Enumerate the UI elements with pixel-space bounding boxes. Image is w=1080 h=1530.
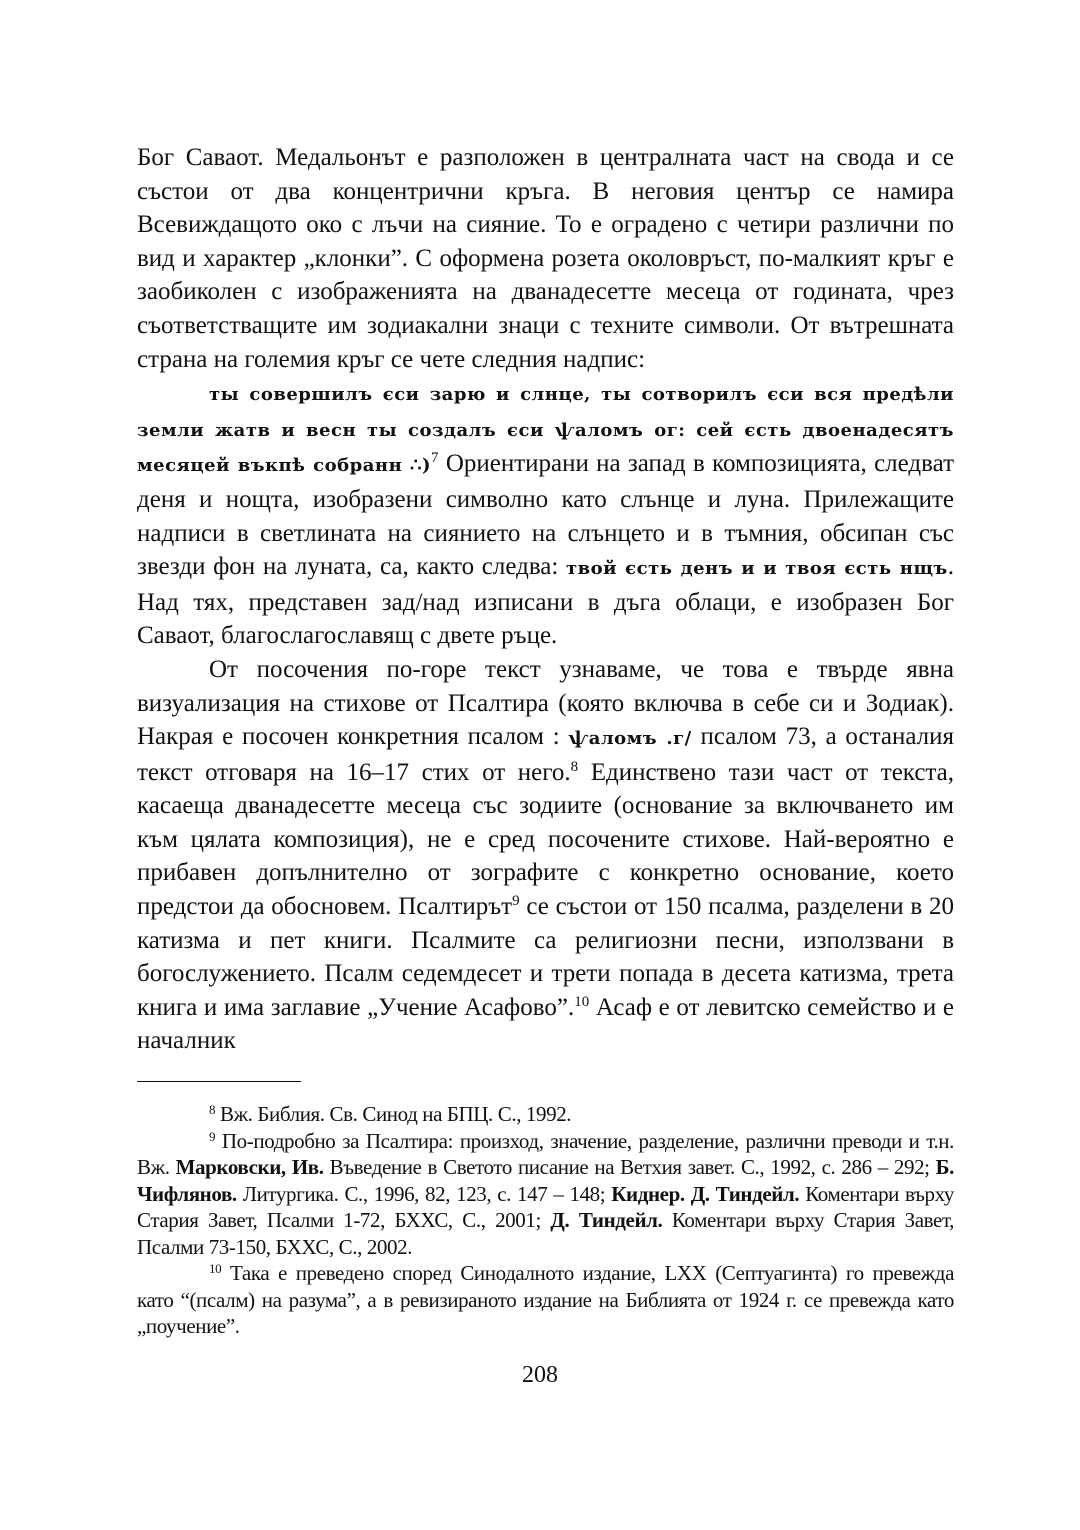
paragraph-1-text-b: Ориентирани на запад в композицията, следват деня и нощта, изобразени символно като слънце и луна. Прилежащите надписи в светлината на сиянието на слънцето и в тъмния, обсипан със звезди фон на луната, са, както следва:	[137, 450, 954, 581]
footnote-9-number: 9	[209, 1128, 216, 1144]
paragraph-2-text-e: Асаф е от левитско семейство и е началник	[137, 993, 954, 1055]
footnotes	[137, 1101, 954, 1340]
footnote-9-author-1: Марковски, Ив.	[175, 1155, 324, 1180]
footnote-9-text-a: По-подробно за Псалтира: произход, значение, разделение, различни преводи и т.н. Вж.	[137, 1128, 954, 1180]
footnote-ref-8: 8	[570, 758, 579, 775]
church-slavonic-day-night: твой єсть денъ и и твоя єсть нщъ	[565, 558, 948, 580]
church-slavonic-psalm: ѱаломъ .г/	[568, 728, 692, 750]
footnote-8-number: 8	[209, 1102, 216, 1118]
footnote-10-text: Така е преведено според Синодалното издание, LXX (Септуагинта) го превежда като “(псалм) на разума”, а в ревизираното издание на Библията от 1924 г. се превежда като „поучение”.	[137, 1261, 954, 1339]
footnote-9	[137, 1128, 954, 1261]
paragraph-2-text-d: се състои от 150 псалма, разделени в 20 катизма и пет книги. Псалмите са религиозни песни, използвани в богослужението. Псалм седемдесет и трети попада в десета катизма, трета книга и има заглавие „Учение Асафово”.	[137, 893, 954, 1021]
paragraph-1-text-a: Бог Саваот. Медальонът е разположен в централната част на свода и се състои от два концентрични кръга. В неговия център се намира Всевиждащото око с лъчи на сияние. То е оградено с четири различни по вид и характер „клонки”. С оформена розета околовръст, по-малкият кръг е заобиколен с изображенията на дванадесетте месеца от годината, чрез съответстващите им зодиакални знаци с техните символи. От вътрешната страна на големия кръг се чете следния надпис:	[137, 144, 954, 373]
body-text	[137, 141, 954, 1058]
paragraph-2-text-c: Единствено тази част от текста, касаеща дванадесетте месеца със зодиите (основание за включването им към цялата композиция), не е сред посочените стихове. Най-вероятно е прибавен допълнително от зографите с конкретно основание, което предстои да обосновем. Псалтирът	[137, 758, 954, 921]
paragraph-1-text-c: . Над тях, представен зад/над изписани в дъга облаци, е изобразен Бог Саваот, благослагославящ с двете ръце.	[137, 553, 954, 650]
paragraph-2-text-a: От посочения по-горе текст узнаваме, че това е твърде явна визуализация на стихове от Псалтира (която включва в себе си и Зодиак). Накрая е посочен конкретния псалом :	[137, 655, 954, 751]
footnote-9-text-e: Коментари върху Стария Завет, Псалми 73-150, БХХС, С., 2002.	[137, 1208, 954, 1259]
footnote-9-text-b: Въведение в Светото писание на Ветхия завет. С., 1992, с. 286 – 292;	[323, 1155, 936, 1180]
page-number: 208	[522, 1362, 558, 1388]
paragraph-2-text-b: псалом 73, а останалия текст отговаря на 16–17 стих от него.	[137, 723, 955, 786]
paragraph-1	[137, 141, 954, 653]
footnote-10-number: 10	[209, 1261, 222, 1277]
footnote-9-text-c: Литургика. С., 1996, 82, 123, с. 147 – 148;	[236, 1181, 612, 1206]
footnote-9-author-4: Д. Тиндейл.	[550, 1208, 663, 1233]
paragraph-2	[137, 653, 954, 1058]
footnote-8-text: Вж. Библия. Св. Синод на БПЦ. С., 1992.	[215, 1102, 572, 1127]
footnote-8	[137, 1101, 954, 1128]
footnote-9-author-2: Б. Чифлянов.	[137, 1155, 954, 1206]
footnote-9-text-d: Коментари върху Стария Завет, Псалми 1-72, БХХС, С., 2001;	[137, 1181, 954, 1233]
footnote-ref-9: 9	[512, 893, 520, 910]
church-slavonic-inscription: ты совершилъ єси зарю и слнце, ты сотворилъ єси вся предѣли земли жатв и весн ты создалъ єси ѱаломъ ог: сей єсть двоенадесятъ месяцей въкпѣ собранн ∴)	[137, 384, 954, 477]
footnote-ref-10: 10	[574, 993, 590, 1010]
footnote-9-author-3: Киднер. Д. Тиндейл.	[611, 1181, 800, 1206]
footnote-separator	[137, 1081, 301, 1082]
page-content	[137, 141, 954, 1340]
footnote-ref-7: 7	[431, 450, 439, 467]
footnote-10	[137, 1260, 954, 1340]
